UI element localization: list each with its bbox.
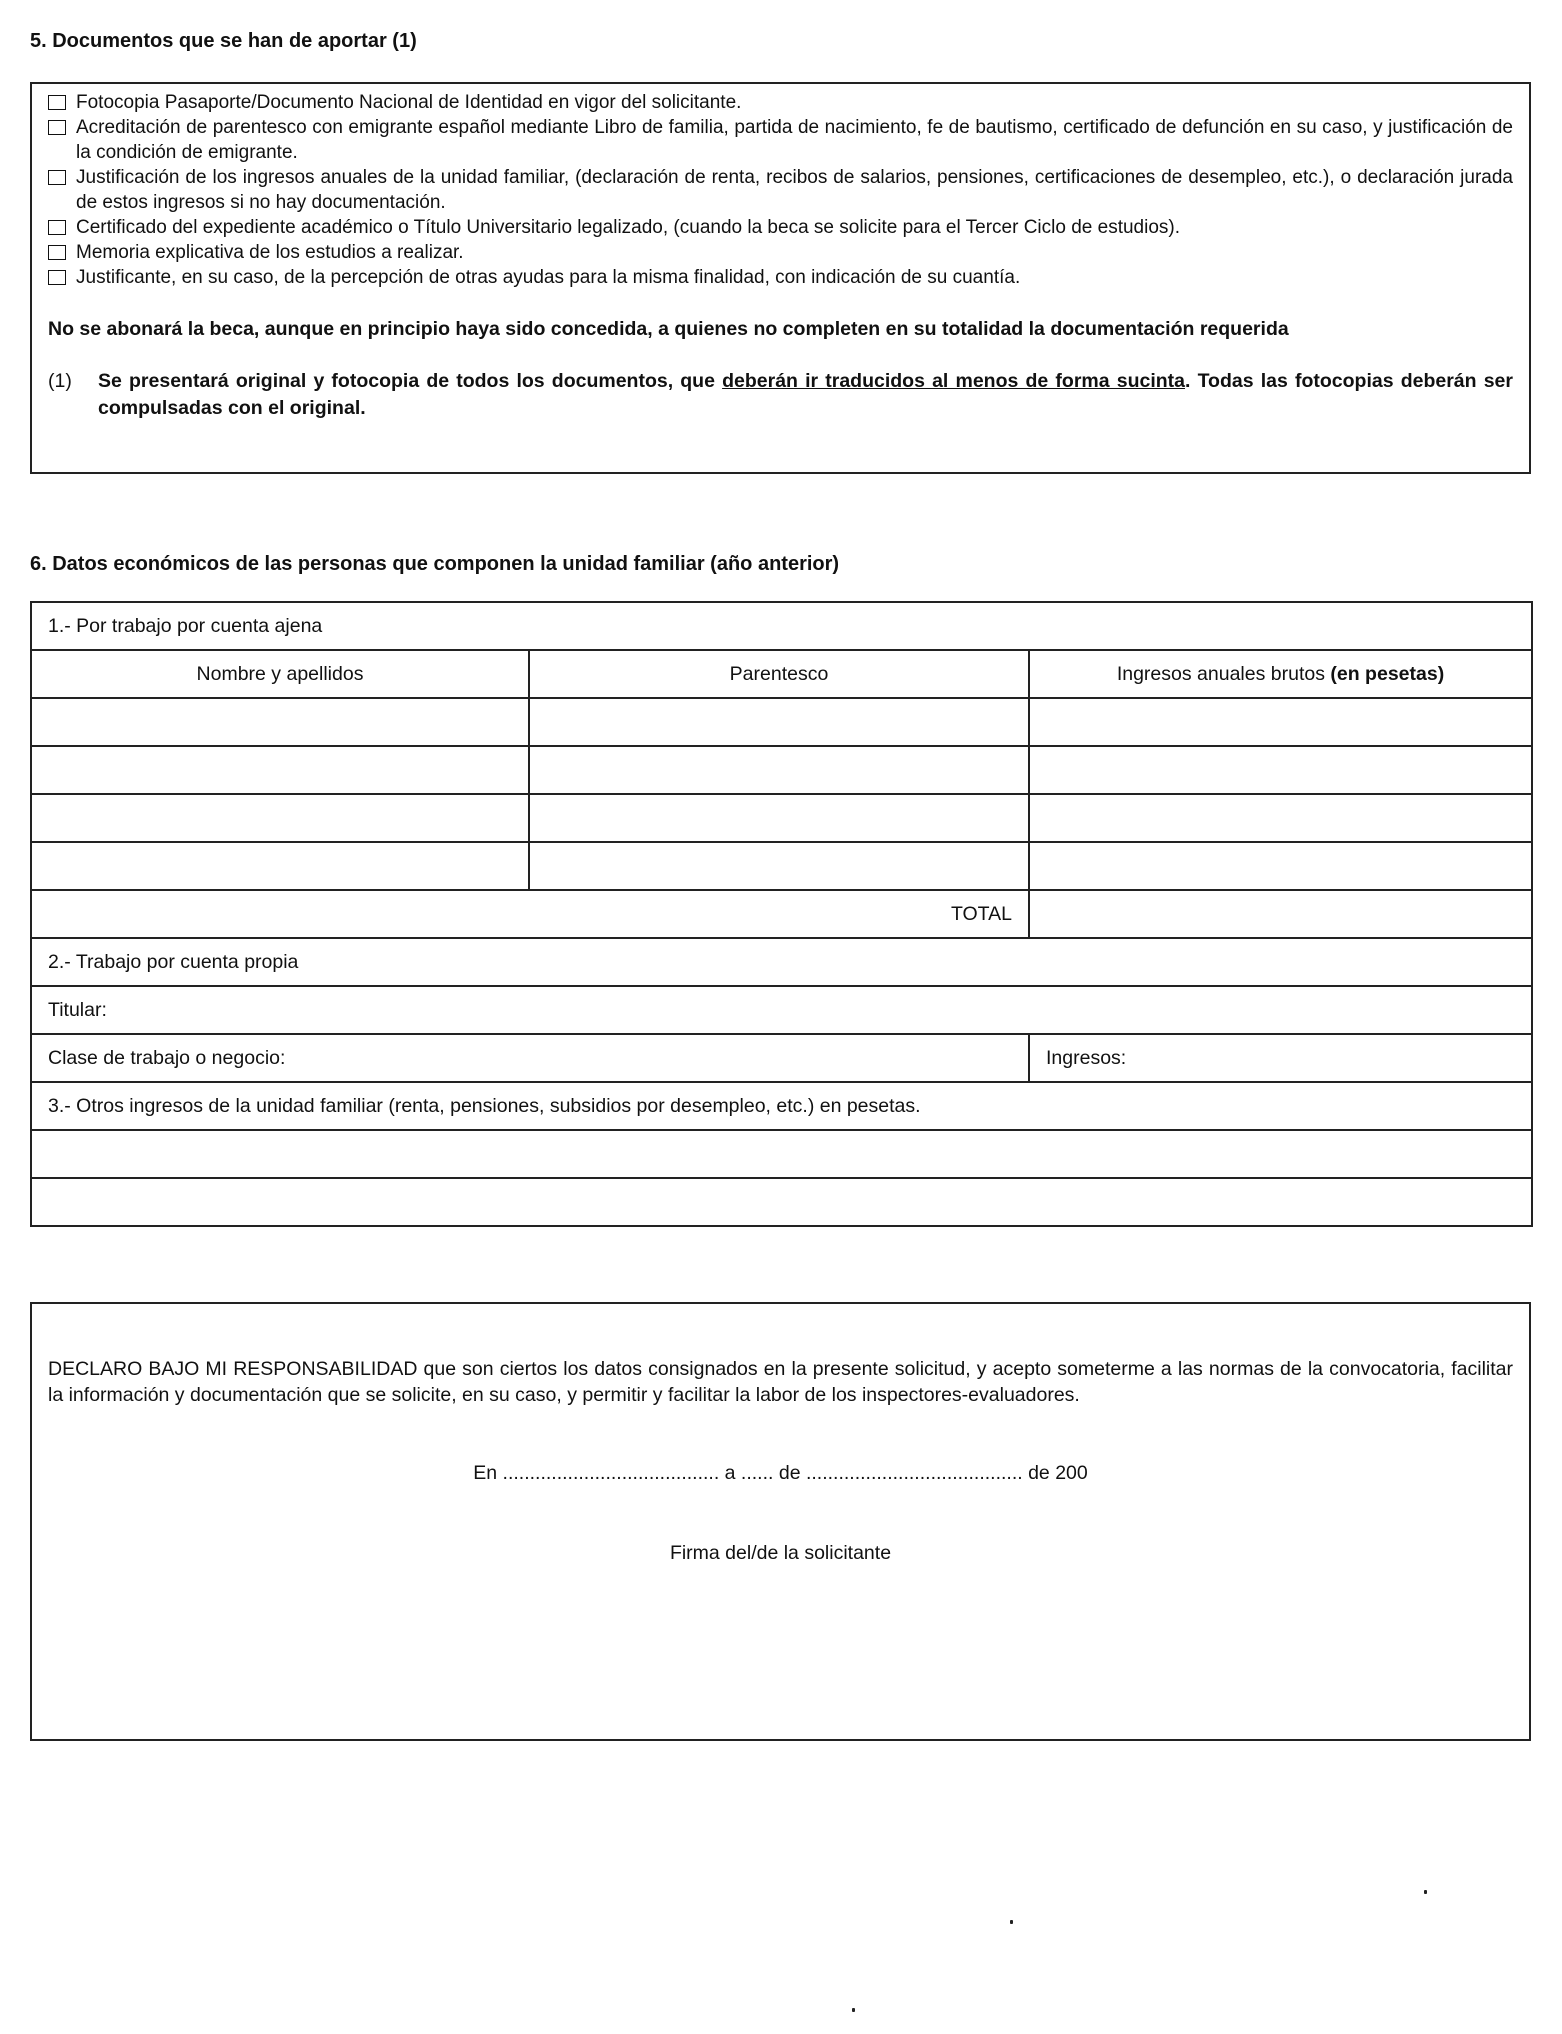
checkbox-icon[interactable]: [48, 170, 66, 185]
place-date-line[interactable]: En ........................................ a ...... de ........................................ de 200: [473, 1462, 1088, 1484]
scan-speck: [852, 2008, 855, 2012]
business-income-field[interactable]: Ingresos:: [1029, 1034, 1532, 1082]
documents-list: [48, 90, 1513, 290]
document-text: Fotocopia Pasaporte/Documento Nacional de Identidad en vigor del solicitante.: [76, 92, 742, 113]
economic-data-table: [30, 601, 1533, 1227]
relation-cell[interactable]: [529, 746, 1029, 794]
checkbox-icon[interactable]: [48, 95, 66, 110]
footnote-underlined: deberán ir traducidos al menos de forma sucinta: [722, 370, 1186, 392]
total-label: TOTAL: [31, 890, 1029, 938]
declaration-text: DECLARO BAJO MI RESPONSABILIDAD que son ciertos los datos consignados en la presente solicitud, y acepto someterme a las normas de la convocatoria, facilitar la información y documentación que se solicite, en su caso, y permitir y facilitar la labor de los inspectores-evaluadores.: [48, 1358, 1513, 1406]
income-cell[interactable]: [1029, 794, 1532, 842]
part3-label: 3.- Otros ingresos de la unidad familiar (renta, pensiones, subsidios por desempleo, etc.) en pesetas.: [31, 1082, 1532, 1130]
total-value-cell[interactable]: [1029, 890, 1532, 938]
document-text: Justificante, en su caso, de la percepción de otras ayudas para la misma finalidad, con indicación de su cuantía.: [76, 267, 1021, 288]
footnote-text: [98, 368, 1513, 422]
income-cell[interactable]: [1029, 698, 1532, 746]
table-row: [31, 1082, 1532, 1130]
document-item[interactable]: [48, 90, 1513, 115]
scan-speck: [1424, 1890, 1427, 1894]
warning-note: No se abonará la beca, aunque en principio haya sido concedida, a quienes no completen en su totalidad la documentación requerida: [48, 318, 1289, 340]
table-row: [31, 698, 1532, 746]
checkbox-icon[interactable]: [48, 120, 66, 135]
document-item[interactable]: [48, 165, 1513, 215]
checkbox-icon[interactable]: [48, 270, 66, 285]
footnote-text-after: . Todas las fotocopias deberán ser compulsadas con el original.: [98, 370, 1513, 419]
table-row: [31, 986, 1532, 1034]
name-cell[interactable]: [31, 746, 529, 794]
document-item[interactable]: [48, 265, 1513, 290]
income-cell[interactable]: [1029, 842, 1532, 890]
table-row: [31, 1178, 1532, 1226]
document-item[interactable]: [48, 240, 1513, 265]
table-row: [31, 938, 1532, 986]
footnote-text-before: Se presentará original y fotocopia de todos los documentos, que: [98, 370, 723, 392]
relation-cell[interactable]: [529, 842, 1029, 890]
document-item[interactable]: [48, 215, 1513, 240]
document-item[interactable]: [48, 115, 1513, 165]
part1-label: 1.- Por trabajo por cuenta ajena: [31, 602, 1532, 650]
other-income-line[interactable]: [31, 1178, 1532, 1226]
table-row: [31, 842, 1532, 890]
document-text: Certificado del expediente académico o Título Universitario legalizado, (cuando la beca se solicite para el Tercer Ciclo de estudios).: [76, 217, 1181, 238]
footnote: [48, 368, 1513, 422]
documents-box: [30, 82, 1531, 474]
table-row: [31, 794, 1532, 842]
relation-cell[interactable]: [529, 794, 1029, 842]
table-row: [31, 746, 1532, 794]
part2-label: 2.- Trabajo por cuenta propia: [31, 938, 1532, 986]
table-header-row: [31, 650, 1532, 698]
name-cell[interactable]: [31, 698, 529, 746]
name-cell[interactable]: [31, 842, 529, 890]
column-header-relation: Parentesco: [529, 650, 1029, 698]
scan-speck: [1010, 1920, 1013, 1924]
income-header-prefix: Ingresos anuales brutos: [1116, 662, 1331, 685]
document-text: Acreditación de parentesco con emigrante español mediante Libro de familia, partida de nacimiento, fe de bautismo, certificado de defunción en su caso, y justificación de la condición de emigrante.: [76, 117, 1513, 163]
document-text: Memoria explicativa de los estudios a realizar.: [76, 242, 464, 263]
checkbox-icon[interactable]: [48, 245, 66, 260]
section5-title: 5. Documentos que se han de aportar (1): [30, 30, 417, 52]
income-cell[interactable]: [1029, 746, 1532, 794]
column-header-name: Nombre y apellidos: [31, 650, 529, 698]
relation-cell[interactable]: [529, 698, 1029, 746]
checkbox-icon[interactable]: [48, 220, 66, 235]
table-row: [31, 602, 1532, 650]
column-header-income: [1029, 650, 1532, 698]
table-row: [31, 1034, 1532, 1082]
footnote-number: (1): [48, 370, 72, 392]
document-text: Justificación de los ingresos anuales de la unidad familiar, (declaración de renta, recibos de salarios, pensiones, certificaciones de desempleo, etc.), o declaración jurada de estos ingresos si no hay documentación.: [76, 167, 1513, 213]
signature-label: Firma del/de la solicitante: [669, 1542, 892, 1564]
section6-title: 6. Datos económicos de las personas que componen la unidad familiar (año anterior): [30, 553, 840, 575]
total-row: [31, 890, 1532, 938]
income-header-bold: (en pesetas): [1330, 662, 1445, 685]
business-type-field[interactable]: Clase de trabajo o negocio:: [31, 1034, 1029, 1082]
holder-field[interactable]: Titular:: [31, 986, 1532, 1034]
other-income-line[interactable]: [31, 1130, 1532, 1178]
name-cell[interactable]: [31, 794, 529, 842]
declaration-box: [30, 1302, 1531, 1741]
table-row: [31, 1130, 1532, 1178]
